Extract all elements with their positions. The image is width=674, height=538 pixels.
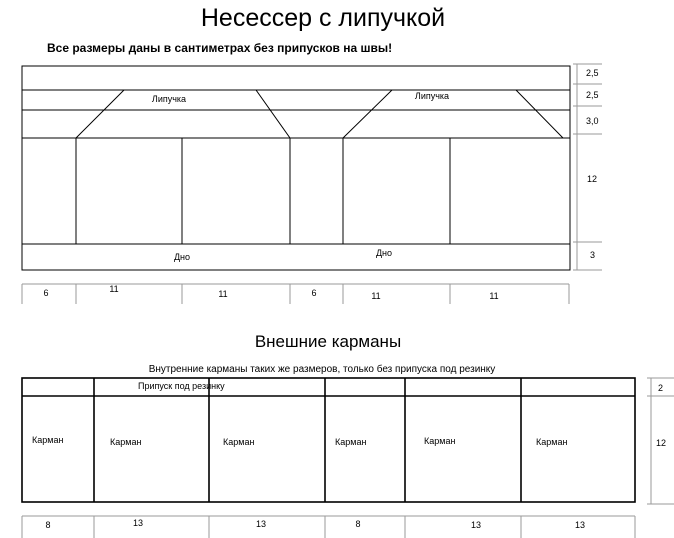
pockets-heading: Внешние карманы — [254, 332, 402, 351]
pockets-right-dimensions — [647, 378, 674, 504]
pocket-label: Карман — [32, 435, 64, 445]
elastic-allowance-label: Припуск под резинку — [138, 381, 225, 391]
pockets-bottom-dimensions — [22, 516, 635, 538]
pocket-label: Карман — [536, 437, 568, 447]
dim-strip-3: 3,0 — [586, 116, 599, 126]
page-subtitle: Все размеры даны в сантиметрах без припусков на швы! — [47, 41, 393, 55]
dim-width-5: 11 — [371, 291, 381, 301]
dim-bottom-strip: 3 — [590, 250, 596, 260]
dim-width-1: 6 — [43, 288, 49, 298]
pockets-note: Внутренние карманы таких же размеров, только без припуска под резинку — [148, 364, 496, 375]
pocket-label: Карман — [424, 436, 456, 446]
dim-width-2: 11 — [109, 284, 119, 294]
top-pattern — [22, 66, 570, 270]
pockets-pattern — [22, 378, 635, 502]
dim-pocket-width-4: 8 — [355, 519, 361, 529]
top-bottom-dimensions — [22, 284, 569, 304]
pocket-label: Карман — [335, 437, 367, 447]
dim-pocket-height: 12 — [656, 438, 667, 448]
dim-elastic-height: 2 — [658, 383, 664, 393]
bottom-label-right: Дно — [375, 248, 393, 258]
dim-panel-height: 12 — [587, 174, 598, 184]
velcro-label-right: Липучка — [414, 91, 450, 101]
velcro-right-shape — [343, 90, 563, 138]
dim-strip-1: 2,5 — [586, 68, 599, 78]
dim-width-3: 11 — [218, 289, 228, 299]
dim-pocket-width-3: 13 — [255, 519, 267, 529]
dim-pocket-width-1: 8 — [45, 520, 51, 530]
page-title: Несессер с липучкой — [200, 4, 446, 32]
pocket-label: Карман — [110, 437, 142, 447]
top-right-dimensions — [573, 64, 602, 270]
velcro-label-left: Липучка — [151, 94, 187, 104]
dim-strip-2: 2,5 — [586, 90, 599, 100]
dim-width-6: 11 — [489, 291, 499, 301]
pocket-label: Карман — [223, 437, 255, 447]
bottom-label-left: Дно — [173, 252, 191, 262]
top-pattern-outline — [22, 66, 570, 270]
dim-pocket-width-6: 13 — [574, 520, 586, 530]
dim-pocket-width-5: 13 — [470, 520, 482, 530]
dim-pocket-width-2: 13 — [132, 518, 144, 528]
dim-width-4: 6 — [311, 288, 317, 298]
